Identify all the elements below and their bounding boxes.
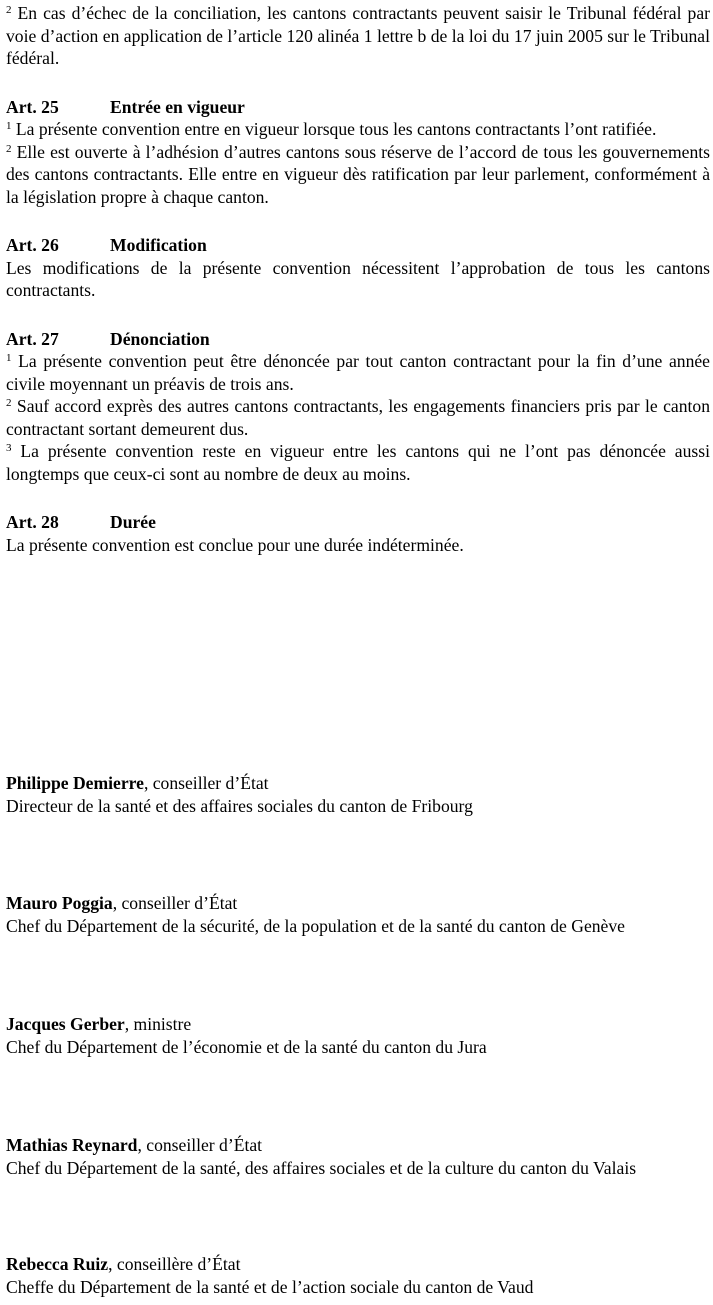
article-number: Art. 28 xyxy=(6,512,59,532)
article-title: Modification xyxy=(110,235,207,255)
paragraph-text: La présente convention peut être dénoncée par tout canton contractant pour la fin d’une année civile moyennant un préavis de trois ans. xyxy=(6,351,710,394)
article-number: Art. 25 xyxy=(6,96,59,117)
article-paragraph xyxy=(6,534,710,557)
article-title: Entrée en vigueur xyxy=(110,96,245,117)
signatory-title: Chef du Département de l’économie et de la santé du canton du Jura xyxy=(6,1036,487,1057)
signatory-title: Cheffe du Département de la santé et de l’action sociale du canton de Vaud xyxy=(6,1276,534,1297)
article-paragraph xyxy=(6,440,710,485)
paragraph-text: Sauf accord exprès des autres cantons contractants, les engagements financiers pris par le canton contractant sortant demeurent dus. xyxy=(6,396,710,439)
paragraph-text: La présente convention entre en vigueur lorsque tous les cantons contractants l’ont ratifiée. xyxy=(11,119,657,139)
paragraph-text: En cas d’échec de la conciliation, les cantons contractants peuvent saisir le Tribunal fédéral par voie d’action en application de l’article 120 alinéa 1 lettre b de la loi du 17 juin 2005 sur le Tribunal fédéral. xyxy=(6,3,710,68)
signatory-role: , conseiller d’État xyxy=(137,1135,263,1155)
signatory-block xyxy=(6,1134,710,1179)
signatory-name: Rebecca Ruiz xyxy=(6,1254,109,1274)
article-title: Durée xyxy=(110,512,156,532)
signatory-title: Chef du Département de la sécurité, de la population et de la santé du canton de Genève xyxy=(6,915,625,936)
signatory-block xyxy=(6,1013,710,1058)
paragraph-text: Les modifications de la présente convention nécessitent l’approbation de tous les cantons contractants. xyxy=(6,257,710,300)
signatory-name: Jacques Gerber xyxy=(6,1014,125,1034)
paragraph-number: 1 xyxy=(6,120,12,132)
signatory-name: Mauro Poggia xyxy=(6,893,113,913)
paragraph-number: 2 xyxy=(6,4,12,16)
article-27 xyxy=(6,328,710,486)
intro-paragraph xyxy=(6,2,710,70)
article-paragraph xyxy=(6,350,710,395)
signatory-block xyxy=(6,772,710,817)
paragraph-number: 3 xyxy=(6,442,12,454)
paragraph-number: 2 xyxy=(6,142,12,155)
article-heading xyxy=(6,234,710,257)
document-body xyxy=(6,2,710,556)
paragraph-text: La présente convention reste en vigueur entre les cantons qui ne l’ont pas dénoncée aussi longtemps que ceux-ci sont au nombre de deux au moins. xyxy=(6,441,710,484)
article-28 xyxy=(6,511,710,556)
article-paragraph xyxy=(6,395,710,440)
signatory-role: , conseiller d’État xyxy=(143,773,269,793)
article-paragraph xyxy=(6,257,710,302)
signatory-block xyxy=(6,1253,710,1298)
article-number: Art. 27 xyxy=(6,328,59,349)
signatory-role: , conseillère d’État xyxy=(108,1254,241,1274)
article-number: Art. 26 xyxy=(6,235,59,255)
article-paragraph xyxy=(6,141,710,209)
article-title: Dénonciation xyxy=(110,328,210,349)
article-paragraph xyxy=(6,118,710,141)
article-heading xyxy=(6,328,710,351)
signatory-block xyxy=(6,892,710,937)
signatory-title: Directeur de la santé et des affaires sociales du canton de Fribourg xyxy=(6,795,473,816)
signatory-name: Mathias Reynard xyxy=(6,1135,138,1155)
article-heading xyxy=(6,511,710,534)
paragraph-text: Elle est ouverte à l’adhésion d’autres cantons sous réserve de l’accord de tous les gouvernements des cantons contractants. Elle entre en vigueur dès ratification par leur parlement, conformément à la législation propre à chaque canton. xyxy=(6,141,710,207)
article-26 xyxy=(6,234,710,302)
article-25 xyxy=(6,96,710,209)
paragraph-number: 2 xyxy=(6,397,12,409)
signatory-title: Chef du Département de la santé, des affaires sociales et de la culture du canton du Valais xyxy=(6,1157,637,1178)
signatory-name: Philippe Demierre xyxy=(6,773,144,793)
paragraph-number: 1 xyxy=(6,352,12,364)
paragraph-text: La présente convention est conclue pour une durée indéterminée. xyxy=(6,534,464,555)
signatory-role: , ministre xyxy=(124,1014,192,1034)
signatory-role: , conseiller d’État xyxy=(112,893,238,913)
article-heading xyxy=(6,96,710,119)
